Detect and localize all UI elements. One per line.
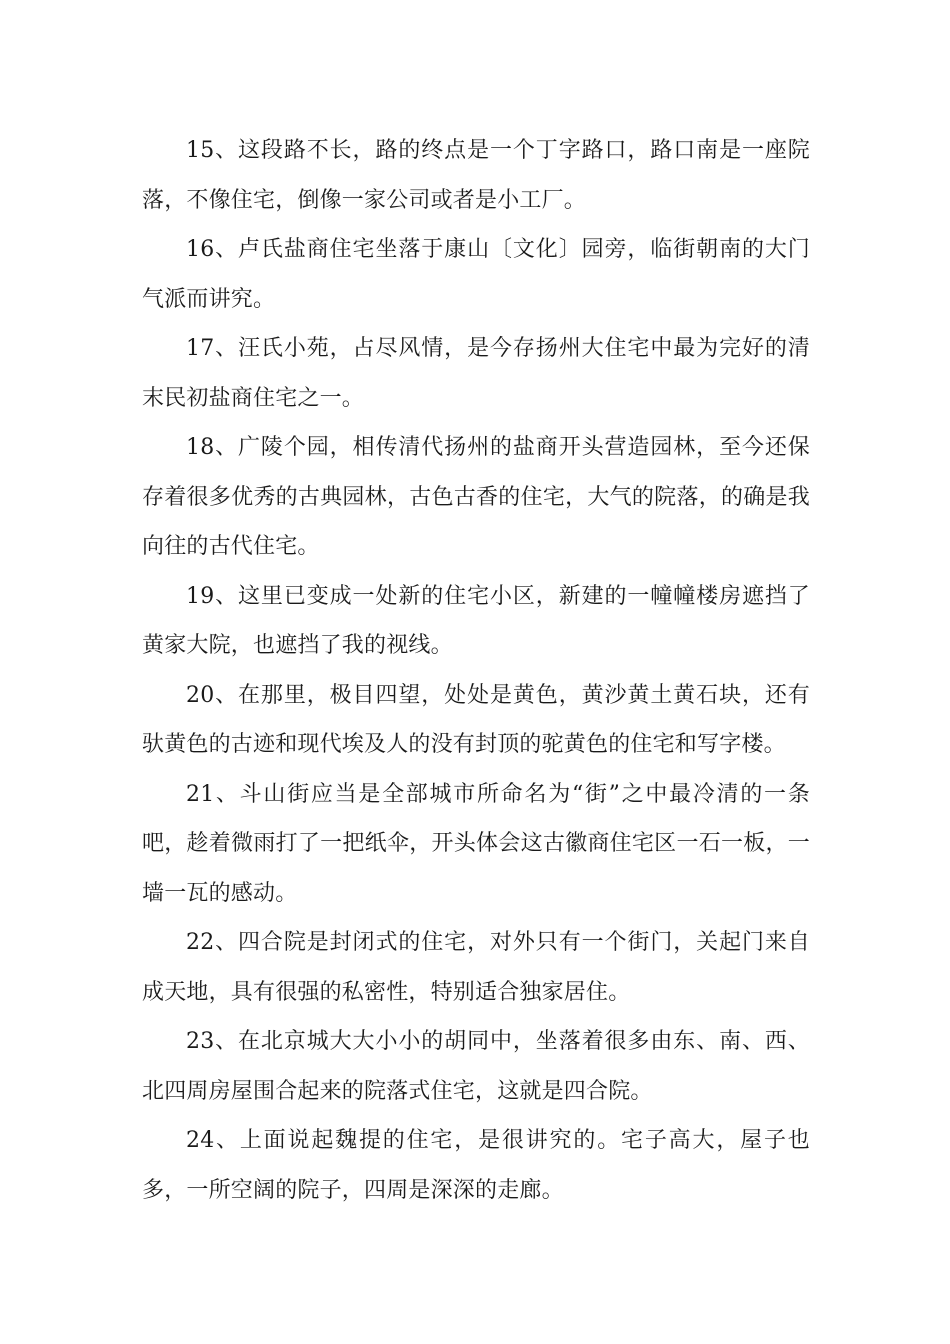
paragraph-17: 17、汪氏小苑，占尽风情，是今存扬州大住宅中最为完好的清末民初盐商住宅之一。 (142, 336, 810, 411)
paragraph-21: 21、斗山街应当是全部城市所命名为“街”之中最冷清的一条吧，趁着微雨打了一把纸伞，开头体会这古徽商住宅区一石一板，一墙一瓦的感动。 (142, 781, 810, 906)
paragraph-22: 22、四合院是封闭式的住宅，对外只有一个街门，关起门来自成天地，具有很强的私密性，特别适合独家居住。 (142, 930, 810, 1005)
paragraph-19: 19、这里已变成一处新的住宅小区，新建的一幢幢楼房遮挡了黄家大院，也遮挡了我的视线。 (142, 583, 810, 658)
paragraph-18: 18、广陵个园，相传清代扬州的盐商开头营造园林，至今还保存着很多优秀的古典园林，古色古香的住宅，大气的院落，的确是我向往的古代住宅。 (142, 435, 810, 559)
paragraph-23: 23、在北京城大大小小的胡同中，坐落着很多由东、南、西、北四周房屋围合起来的院落式住宅，这就是四合院。 (142, 1029, 810, 1104)
document-body (142, 126, 810, 1215)
paragraph-20: 20、在那里，极目四望，处处是黄色，黄沙黄土黄石块，还有驮黄色的古迹和现代埃及人的没有封顶的驼黄色的住宅和写字楼。 (142, 682, 810, 757)
paragraph-15: 15、这段路不长，路的终点是一个丁字路口，路口南是一座院落，不像住宅，倒像一家公司或者是小工厂。 (142, 138, 810, 213)
paragraph-16: 16、卢氏盐商住宅坐落于康山〔文化〕园旁，临街朝南的大门气派而讲究。 (142, 237, 810, 312)
paragraph-24: 24、上面说起魏提的住宅，是很讲究的。宅子高大，屋子也多，一所空阔的院子，四周是深深的走廊。 (142, 1128, 810, 1203)
